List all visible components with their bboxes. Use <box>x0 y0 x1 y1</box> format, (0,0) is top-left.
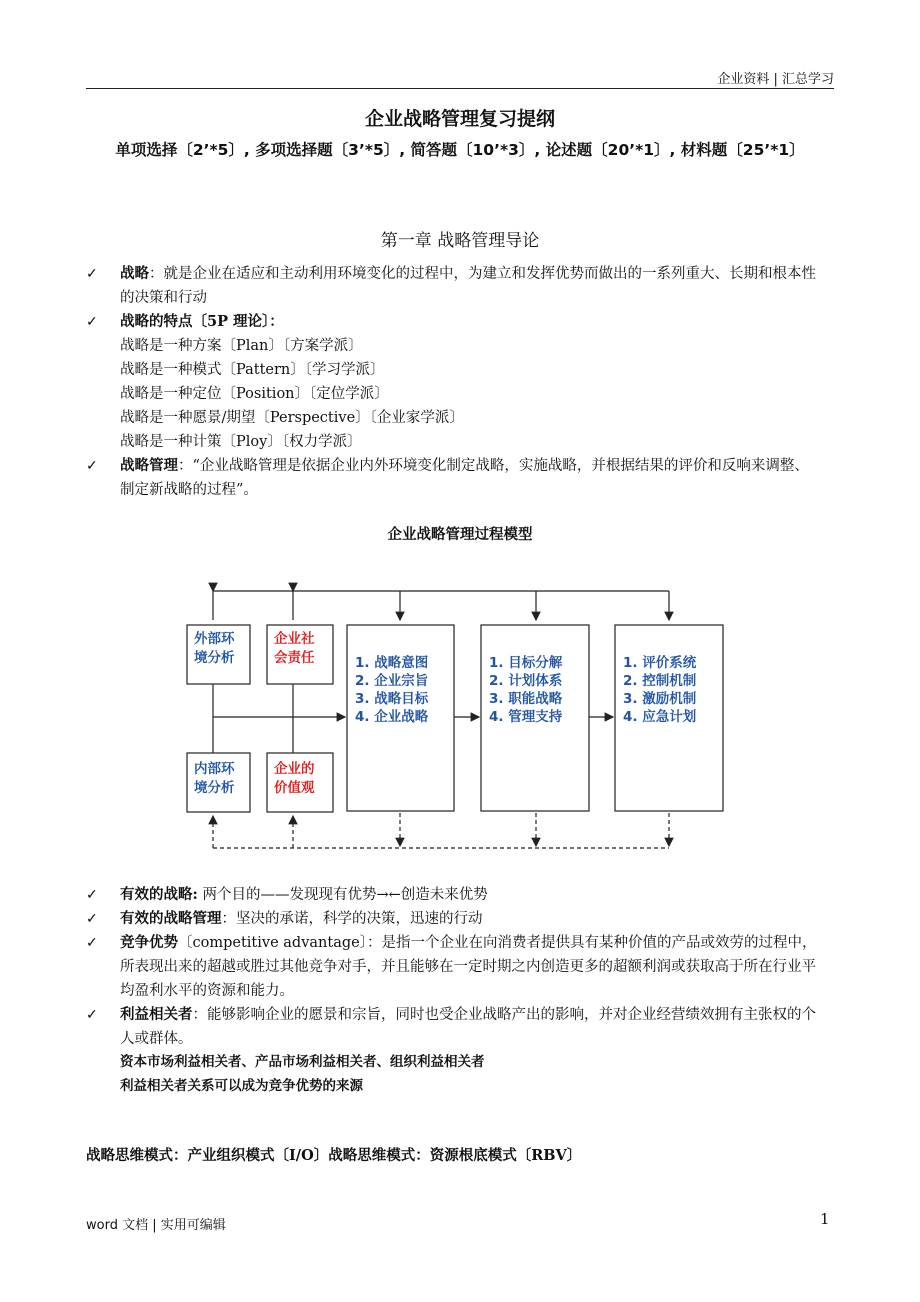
feature-line: 战略是一种定位〔Position〕〔定位学派〕 <box>120 386 389 402</box>
col3-line: 2. 控制机制 <box>623 673 697 689</box>
check-icon: ✓ <box>86 935 98 951</box>
col3-line: 3. 激励机制 <box>623 691 697 707</box>
external-line1: 外部环 <box>194 631 235 647</box>
definition: ：能够影响企业的愿景和宗旨，同时也受企业战略产出的影响，并对企业经营绩效拥有主张权的个人或群体。 <box>120 1007 816 1047</box>
definition: ：“企业战略管理是依据企业内外环境变化制定战略，实施战略，并根据结果的评价和反响来调整、制定新战略的过程”。 <box>120 458 809 498</box>
col1-line: 2. 企业宗旨 <box>355 673 429 689</box>
internal-line1: 内部环 <box>194 761 235 777</box>
chapter-heading: 第一章 战略管理导论 <box>380 231 540 251</box>
page-number: 1 <box>820 1210 830 1228</box>
bullet-competitive-advantage <box>86 931 820 1003</box>
definition: ：坚决的承诺，科学的决策，迅速的行动 <box>221 911 483 927</box>
footer-text: word 文档 | 实用可编辑 <box>86 1218 226 1233</box>
exam-format: 单项选择〔2’*5〕, 多项选择题〔3’*5〕, 简答题〔10’*3〕, 论述题〔20’*1〕, 材料题〔25’*1〕 <box>115 141 805 159</box>
term: 有效的战略管理 <box>120 910 222 927</box>
values-line2: 价值观 <box>274 780 315 796</box>
col2-line: 4. 管理支持 <box>489 709 563 725</box>
check-icon: ✓ <box>86 911 98 927</box>
term: 战略管理 <box>120 457 178 474</box>
definition: ：就是企业在适应和主动利用环境变化的过程中，为建立和发挥优势而做出的一系列重大、长期和根本性的决策和行动 <box>120 266 816 306</box>
external-line2: 境分析 <box>194 650 235 666</box>
bullet-effective-strategy <box>86 883 820 907</box>
term: 竞争优势 <box>120 934 178 951</box>
stakeholder-note: 利益相关者关系可以成为竞争优势的来源 <box>120 1078 363 1094</box>
check-icon: ✓ <box>86 1007 98 1023</box>
feature-line: 战略是一种模式〔Pattern〕〔学习学派〕 <box>120 362 385 378</box>
col1-line: 1. 战略意图 <box>355 655 429 671</box>
feature-line: 战略是一种愿景/期望〔Perspective〕〔企业家学派〕 <box>120 410 464 426</box>
col2-line: 1. 目标分解 <box>489 655 563 671</box>
page-title: 企业战略管理复习提纲 <box>364 108 555 130</box>
term: 战略 <box>120 265 149 282</box>
term: 有效的战略: <box>120 886 198 903</box>
check-icon: ✓ <box>86 458 98 474</box>
check-icon: ✓ <box>86 314 98 330</box>
col3-line: 4. 应急计划 <box>623 709 697 725</box>
diagram-title: 企业战略管理过程模型 <box>387 527 533 543</box>
social-line1: 企业社 <box>274 631 315 647</box>
term: 战略的特点〔5P 理论〕： <box>120 313 284 330</box>
thinking-modes: 战略思维模式：产业组织模式〔I/O〕战略思维模式：资源根底模式〔RBV〕 <box>86 1147 582 1164</box>
col1-line: 3. 战略目标 <box>355 691 429 707</box>
col3-line: 1. 评价系统 <box>623 655 697 671</box>
col2-line: 3. 职能战略 <box>489 691 563 707</box>
check-icon: ✓ <box>86 266 98 282</box>
bullet-effective-management <box>86 907 820 931</box>
values-line1: 企业的 <box>274 761 315 777</box>
stakeholder-types: 资本市场利益相关者、产品市场利益相关者、组织利益相关者 <box>120 1054 485 1070</box>
social-line2: 会责任 <box>274 650 315 666</box>
col1-line: 4. 企业战略 <box>355 709 429 725</box>
definition: 两个目的——发现现有优势→←创造未来优势 <box>197 887 488 903</box>
definition: 〔competitive advantage〕：是指一个企业在向消费者提供具有某种价值的产品或效劳的过程中，所表现出来的超越或胜过其他竞争对手，并且能够在一定时期之内创造更多的超额利润或获取高于所在行业平均盈利水平的资源和能力。 <box>120 935 817 999</box>
term: 利益相关者 <box>120 1006 193 1023</box>
header-text: 企业资料 | 汇总学习 <box>717 72 834 87</box>
feature-line: 战略是一种方案〔Plan〕〔方案学派〕 <box>120 338 363 354</box>
col2-line: 2. 计划体系 <box>489 673 563 689</box>
bullet-stakeholders <box>86 1003 820 1051</box>
internal-line2: 境分析 <box>194 780 235 796</box>
check-icon: ✓ <box>86 887 98 903</box>
feature-line: 战略是一种计策〔Ploy〕〔权力学派〕 <box>120 434 362 450</box>
